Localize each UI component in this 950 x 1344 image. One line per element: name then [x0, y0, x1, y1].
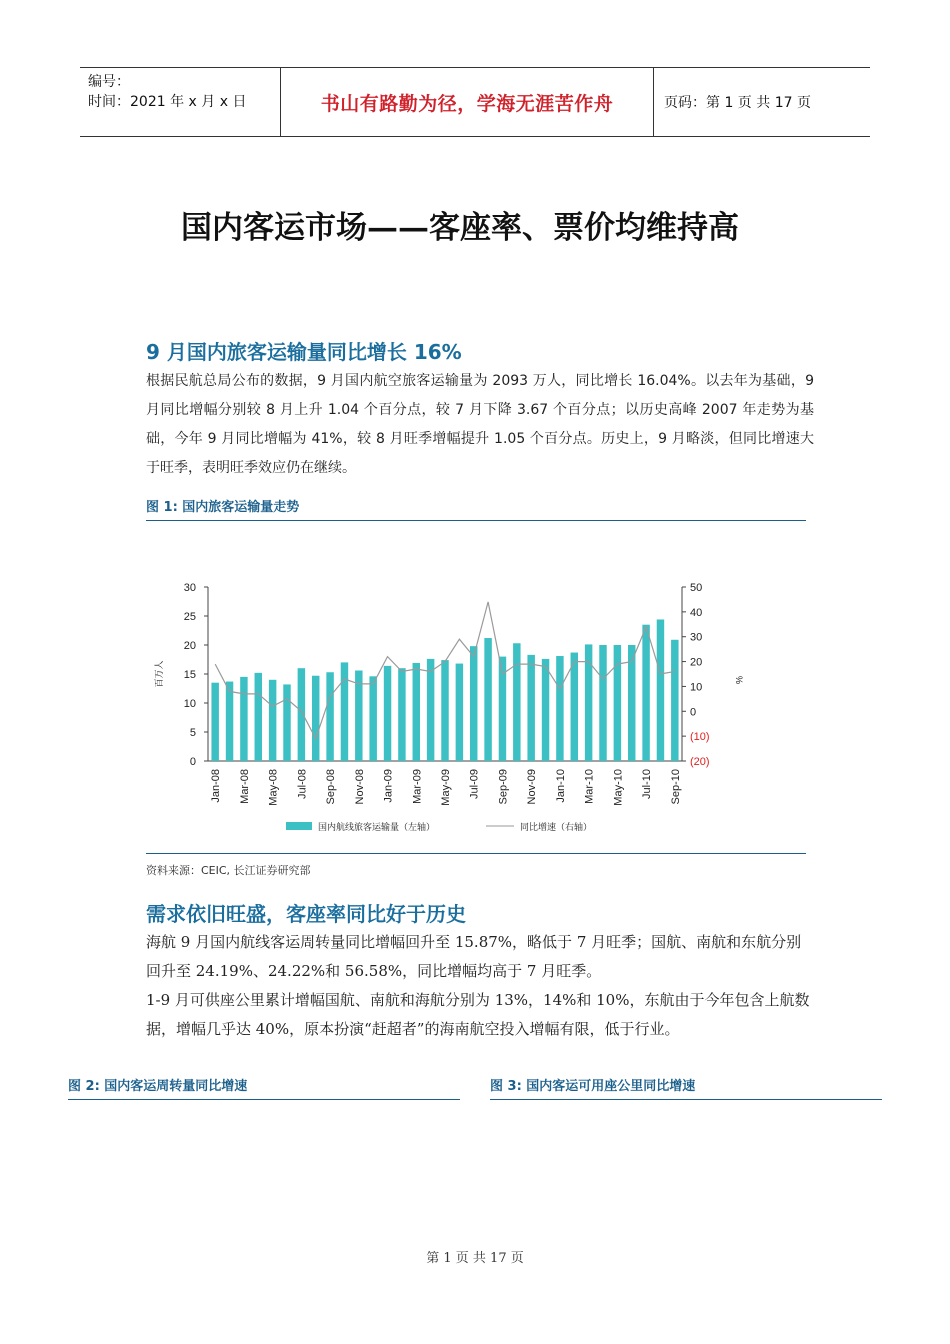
header-number-label: 编号：: [88, 74, 130, 90]
x-tick-label: May-09: [440, 769, 452, 806]
bar-passenger-volume: [642, 625, 649, 761]
bar-passenger-volume: [527, 655, 534, 761]
header-page-info: 页码：第 1 页 共 17 页: [664, 95, 811, 111]
bar-passenger-volume: [571, 653, 578, 761]
left-tick-label: 5: [189, 727, 196, 739]
bar-passenger-volume: [542, 659, 549, 761]
header-date: 时间：2021 年 x 月 x 日: [88, 94, 247, 110]
section1-paragraph: 根据民航总局公布的数据，9 月国内航空旅客运输量为 2093 万人，同比增长 16.04%。以去年为基础，9 月同比增幅分别较 8 月上升 1.04 个百分点，较 7 月下降 3.67 个百分点；以历史高峰 2007 年走势为基础，今年 9 月同比增幅为 41%，较 8 月旺季增幅提升 1.05 个百分点。历史上，9 月略淡，但同比增速大于旺季，表明旺季效应仍在继续。: [146, 373, 814, 476]
bar-passenger-volume: [298, 668, 305, 761]
bar-passenger-volume: [312, 676, 319, 761]
right-tick-label: 30: [690, 631, 703, 644]
bar-passenger-volume: [283, 684, 290, 761]
left-tick-label: 10: [183, 698, 196, 710]
bar-passenger-volume: [226, 682, 233, 761]
bar-passenger-volume: [657, 619, 664, 761]
section2-heading: 需求依旧旺盛，客座率同比好于历史: [146, 902, 466, 926]
section2-paragraph-2: 1-9 月可供座公里累计增幅国航、南航和海航分别为 13%，14%和 10%，东航由于今年包含上航数据，增幅几乎达 40%，原本扮演“赶超者”的海南航空投入增幅有限，低于行业。: [146, 991, 810, 1038]
x-tick-label: Jan-10: [554, 769, 567, 803]
page-header: [80, 67, 870, 137]
x-tick-label: Mar-08: [238, 769, 251, 804]
figure1-source: 资料来源：CEIC, 长江证券研究部: [146, 864, 311, 877]
bar-passenger-volume: [269, 680, 276, 761]
left-tick-label: 25: [183, 611, 196, 623]
x-tick-label: Sep-10: [669, 769, 682, 805]
right-tick-label: 0: [690, 706, 697, 719]
bar-passenger-volume: [427, 659, 434, 761]
figure1-caption: 图 1: 国内旅客运输量走势: [146, 496, 806, 521]
left-tick-label: 15: [183, 669, 196, 681]
bar-passenger-volume: [470, 646, 477, 761]
right-axis-title: %: [734, 675, 744, 685]
x-tick-label: Nov-08: [353, 769, 366, 805]
right-tick-label: 20: [690, 656, 703, 669]
bar-passenger-volume: [413, 663, 420, 761]
bar-passenger-volume: [513, 643, 520, 761]
bar-passenger-volume: [369, 676, 376, 761]
right-tick-label: 50: [690, 582, 703, 594]
bar-passenger-volume: [556, 656, 563, 761]
x-tick-label: Jan-09: [382, 769, 395, 803]
section2-paragraph-1: 海航 9 月国内航线客运周转量同比增幅回升至 15.87%，略低于 7 月旺季；国航、南航和东航分别回升至 24.19%、24.22%和 56.58%，同比增幅均高于 7 月旺季。: [146, 933, 802, 980]
chart-svg: [146, 570, 806, 840]
bar-passenger-volume: [326, 672, 333, 761]
figure1-chart: [146, 570, 806, 840]
section1-heading: 9 月国内旅客运输量同比增长 16%: [146, 340, 462, 364]
figure3-caption: 图 3: 国内客运可用座公里同比增速: [490, 1075, 882, 1100]
bar-passenger-volume: [599, 645, 606, 761]
bar-passenger-volume: [671, 640, 678, 761]
bar-passenger-volume: [484, 638, 491, 761]
x-tick-label: Nov-09: [526, 769, 539, 805]
x-tick-label: Jul-10: [641, 769, 654, 799]
bar-passenger-volume: [211, 683, 218, 761]
bar-passenger-volume: [456, 664, 463, 761]
bar-passenger-volume: [255, 673, 262, 761]
legend-bar-label: 国内航线旅客运输量（左轴）: [318, 822, 436, 832]
header-meta: [88, 72, 246, 112]
right-tick-label: (10): [690, 731, 710, 744]
x-tick-label: May-10: [612, 769, 625, 806]
section2-body: [146, 928, 814, 1044]
header-motto: 书山有路勤为径，学海无涯苦作舟: [280, 68, 654, 136]
figure1-bottom-rule: [146, 853, 806, 854]
bar-passenger-volume: [240, 677, 247, 761]
x-tick-label: Sep-09: [497, 769, 510, 805]
bar-passenger-volume: [384, 666, 391, 761]
left-tick-label: 30: [183, 582, 196, 594]
left-tick-label: 0: [189, 756, 196, 768]
page-footer: 第 1 页 共 17 页: [426, 1251, 524, 1266]
right-tick-label: 10: [690, 681, 703, 694]
x-tick-label: May-08: [267, 769, 280, 806]
figure2-caption: 图 2: 国内客运周转量同比增速: [68, 1075, 460, 1100]
bar-passenger-volume: [614, 645, 621, 761]
x-tick-label: Jan-08: [210, 769, 223, 803]
legend-bar-swatch: [286, 822, 312, 830]
left-tick-label: 20: [183, 640, 196, 652]
right-tick-label: (20): [690, 756, 710, 768]
bar-passenger-volume: [341, 662, 348, 761]
legend-line-label: 同比增速（右轴）: [520, 822, 593, 832]
x-tick-label: Sep-08: [325, 769, 338, 805]
x-tick-label: Jul-09: [468, 769, 481, 799]
bar-passenger-volume: [441, 660, 448, 761]
right-tick-label: 40: [690, 606, 703, 619]
x-tick-label: Jul-08: [296, 769, 309, 799]
document-title: 国内客运市场——客座率、票价均维持高: [181, 210, 739, 246]
bar-passenger-volume: [398, 668, 405, 761]
left-axis-title: 百万人: [154, 660, 164, 688]
x-tick-label: Mar-10: [583, 769, 596, 804]
x-tick-label: Mar-09: [411, 769, 424, 804]
